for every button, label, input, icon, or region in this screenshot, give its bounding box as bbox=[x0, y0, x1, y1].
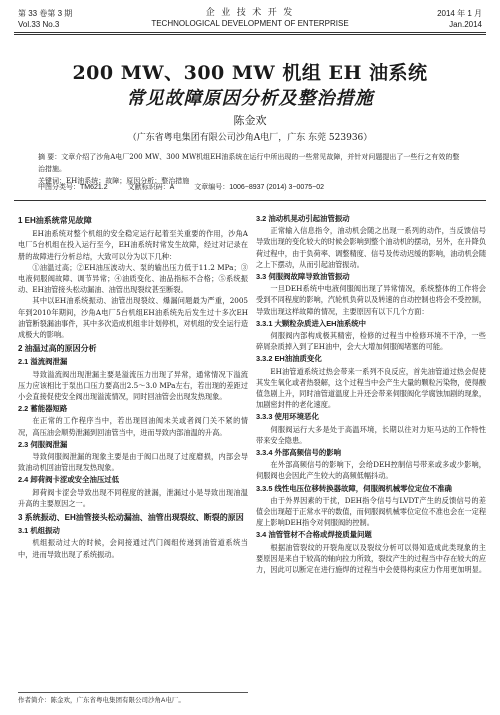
subsection-heading: 3.1 机组振动 bbox=[18, 526, 60, 536]
paragraph: 其中以EH油系统振动、油管出现裂纹、爆漏问题最为严重，2005年到2010年期间，沙角A电厂5台机组EH油系统先后发生过十多次EH油管断裂漏油事件，其中多次造成机组非计划停机，对机组的安全运行造成极大的影响。 bbox=[18, 296, 249, 340]
paragraph: 伺服阀内部构成极其精密，检修的过程当中检修环境不干净，一些碎屑杂质掉入到了EH油中，会大大增加伺服阀堵塞的可能。 bbox=[256, 331, 486, 352]
header-volume-en: Vol.33 No.3 bbox=[18, 20, 60, 29]
paragraph: 在正常的工作程序当中，若出现回油阀未关或者阀门关不紧的情况，高压油会顺势泄漏到回油管当中，进而导致内部油温的升高。 bbox=[18, 416, 248, 437]
document-code: 文献标识码：A bbox=[127, 184, 175, 191]
article-title-line2: 常见故障原因分析及整治措施 bbox=[126, 88, 374, 109]
paragraph: 根据油管裂纹的开裂角度以及裂纹分析可以得知造成此类现象的主要原因是来自于较高的轴向拉力所致，裂纹产生的过程当中存在较大的应力，因此可以断定在进行施焊的过程当中会使得构束应力作用更加明显。 bbox=[256, 542, 487, 575]
classification-line bbox=[38, 183, 462, 193]
right-column bbox=[256, 212, 486, 575]
subsection-heading: 3.4 油管管材不合格或焊接质量问题 bbox=[256, 530, 372, 540]
left-column bbox=[18, 212, 248, 560]
paragraph: EH油系统对整个机组的安全稳定运行起着至关重要的作用，沙角A电厂5台机组在投入运行至今，EH油系统时常发生故障，经过对记录在册的故障进行分析总结，大致可以分为以下几种： bbox=[18, 229, 248, 261]
author-footnote: 作者简介：陈金欢，广东省粤电集团有限公司沙角A电厂。 bbox=[18, 692, 248, 704]
abstract-rule bbox=[14, 200, 486, 201]
paragraph: 导致伺服阀泄漏的现象主要是由于阀口出现了过度磨损，内部会导致油动机回油管出现发热现象。 bbox=[18, 452, 248, 473]
section-heading: 3 系统振动、EH油管接头松动漏油、油管出现裂纹、断裂的原因 bbox=[18, 513, 244, 523]
journal-name-cn: 企 业 技 术 开 发 bbox=[205, 7, 295, 17]
section-heading: 1 EH油系统常见故障 bbox=[18, 216, 92, 225]
clc-number: 中图分类号：TM621.2 bbox=[38, 184, 108, 191]
paragraph: EH油管道系统过热会带来一系列不良反应，首先油管道过热会促使其发生氧化或者热裂解，这个过程当中会产生大量的颗粒污染物，使得酸值急剧上升，同时油管道温度上升还会带来伺服阀化学腐蚀加剧的现象，加剧密封件的老化速度。 bbox=[256, 366, 487, 410]
subsection-heading: 2.1 溢流阀泄漏 bbox=[18, 357, 68, 367]
header-date-cn: 2014 年 1 月 bbox=[437, 9, 482, 18]
subsection-heading: 3.2 油动机晃动引起油管振动 bbox=[256, 214, 350, 223]
paragraph: 卸荷阀卡涩会导致出现不同程度的泄漏，泄漏过小是导致出现油温升高的主要原因之一。 bbox=[18, 487, 248, 508]
subsection-heading: 3.3.4 外部高频信号的影响 bbox=[256, 448, 342, 458]
journal-name-en: TECHNOLOGICAL DEVELOPMENT OF ENTERPRISE bbox=[151, 19, 349, 28]
subsection-heading: 3.3.1 大颗粒杂质进入EH油系统中 bbox=[256, 318, 367, 328]
subsection-heading: 3.3.5 线性电压位移转换器故障，伺服阀机械零位定位不准确 bbox=[256, 483, 452, 493]
author-affiliation: （广东省粤电集团有限公司沙角A电厂，广东 东莞 523936） bbox=[127, 133, 373, 143]
subsection-heading: 2.3 伺服阀泄漏 bbox=[18, 439, 68, 449]
paragraph: 一旦DEH系统中电液伺服阀出现了异常情况，系统整体的工作将会受到不同程度的影响，汽轮机负荷以及转速的自动控制也将会不受控制，导致出现这样故障的情况，主要原因有以下几个方面： bbox=[256, 284, 487, 316]
header-journal bbox=[0, 7, 500, 29]
paragraph: ①油温过高；②EH油压波动大、泵的输出压力低于11.2 MPa；③电液伺服阀故障、调节异常；④油质变化、油品指标不合格；⑤系统振动、EH油管接头松动漏油、油管出现裂纹甚至断裂。 bbox=[18, 262, 248, 295]
subsection-heading: 3.3 伺服阀故障导致油管振动 bbox=[256, 272, 350, 282]
subsection-heading: 3.3.2 EH油油质变化 bbox=[256, 354, 322, 364]
paragraph: 由于外界因素的干扰，DEH指令信号与LVDT产生的反馈信号的差值会出现超于正常水平的数值，而伺服阀机械零位定位不准也会在一定程度上影响DEH指令对伺服阀的控制。 bbox=[256, 495, 487, 528]
article-title-line1: 200 MW、300 MW 机组 EH 油系统 bbox=[72, 62, 428, 84]
abstract-text: 摘 要：文章介绍了沙角A电厂200 MW、300 MW机组EH油系统在运行中所出现的一些常见故障，并针对问题提出了一些行之有效的整治措施。 bbox=[38, 153, 460, 173]
subsection-heading: 3.3.3 使用环境恶化 bbox=[256, 412, 319, 422]
keywords: 关键词：EH油系统；故障；原因分析；整治措施 bbox=[38, 177, 190, 185]
header-date-en: Jan.2014 bbox=[449, 20, 482, 29]
abstract bbox=[38, 151, 462, 187]
header-rule bbox=[14, 32, 486, 33]
paragraph: 伺服阀运行大多是处于高温环境，长期以往对力矩马达的工作特性带来安全隐患。 bbox=[256, 424, 486, 445]
subsection-heading: 2.4 卸荷阀卡涩或安全油压过低 bbox=[18, 475, 120, 485]
paragraph: 在外部高频信号的影响下，会给DEH控制信号带来或多或少影响，伺服阀也会因此产生较大的高频低幅抖动。 bbox=[256, 460, 486, 481]
subsection-heading: 2.2 蓄能器短路 bbox=[18, 404, 68, 414]
paragraph: 导致溢流阀出现泄漏主要是溢流压力出现了异常，通常情况下溢流压力应该相比于泵出口压力要高出2.5～3.0 MPa左右，若出现的差距过小会直接促使安全阀出现溢流情况，同时回油管会出现发热现象。 bbox=[18, 369, 248, 402]
section-heading: 2 油温过高的原因分析 bbox=[18, 344, 97, 354]
header-date bbox=[437, 8, 482, 30]
paragraph: 正常输入信息指令，油动机会随之出现一系列的动作，当反馈信号导致出现的变化较大的时候会影响到整个油动机的摆动，另外，在升降负荷过程中，由于负荷率、调整精度、信号及传动迟缓的影响，油动机会随之上下摆动，从而引起油管振动。 bbox=[256, 226, 487, 269]
article-number: 文章编号：1006−8937 (2014) 3−0075−02 bbox=[194, 184, 324, 191]
paragraph: 机组振动过大的时候，会间接通过汽门阀组传递到油管道系统当中，进而导致出现了系统振动。 bbox=[18, 538, 248, 559]
header-volume-cn: 第 33 卷第 3 期 bbox=[18, 9, 73, 18]
author-name: 陈金欢 bbox=[233, 114, 267, 127]
header-rule-2 bbox=[14, 34, 486, 35]
